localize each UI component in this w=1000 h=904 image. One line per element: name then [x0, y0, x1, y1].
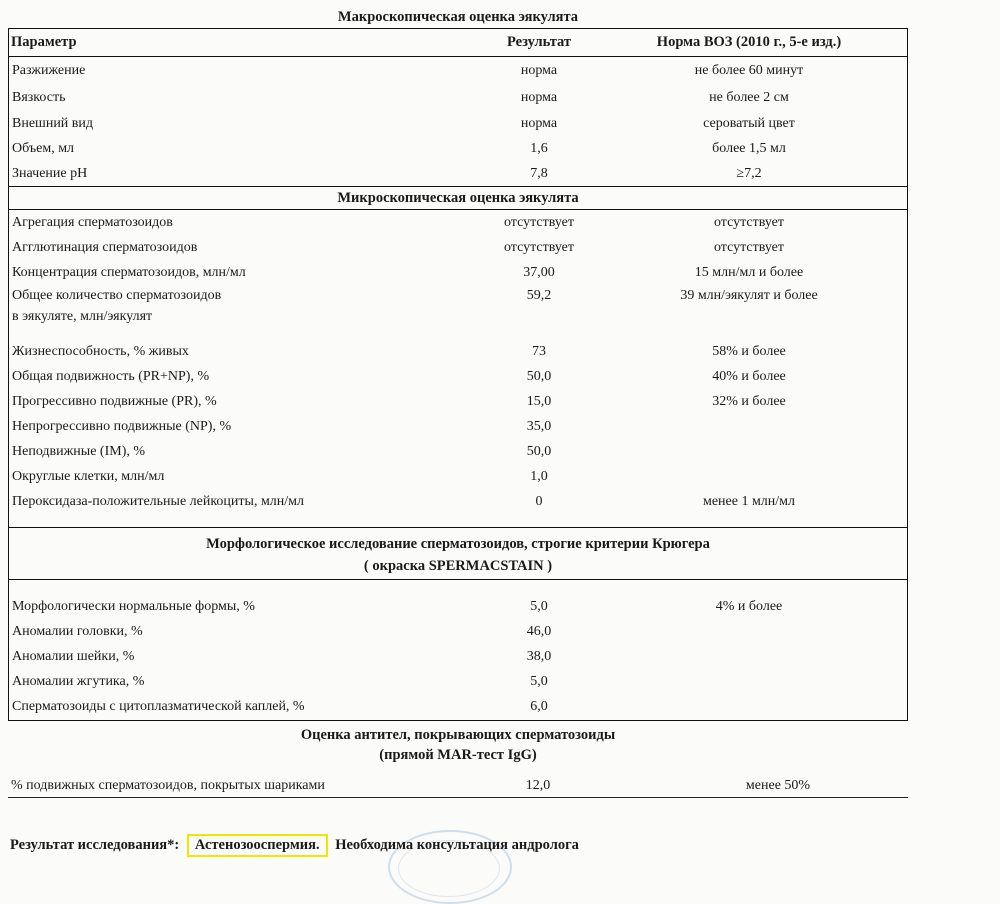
table-row: [9, 644, 907, 669]
table-header: [9, 29, 907, 57]
row-param: Жизнеспособность, % живых: [12, 344, 189, 359]
row-result: 7,8: [530, 166, 548, 181]
mar-title: Оценка антител, покрывающих сперматозоиды: [300, 727, 616, 743]
table-row: [9, 136, 907, 161]
macro-title: Макроскопическая оценка эякулята: [337, 9, 579, 25]
row-norm: 4% и более: [715, 599, 783, 614]
mar-subtitle: (прямой MAR-тест IgG): [379, 747, 537, 763]
table-row: [9, 57, 907, 84]
row-norm: 39 млн/эякулят и более: [680, 288, 818, 303]
row-param: [9, 285, 479, 327]
row-result: 15,0: [526, 394, 552, 409]
row-result: 1,0: [530, 469, 548, 484]
row-param: % подвижных сперматозоидов, покрытых шариками: [11, 778, 325, 793]
row-param: Объем, мл: [12, 141, 75, 156]
morph-title: Морфологическое исследование сперматозоидов, строгие критерии Крюгера: [206, 536, 710, 552]
row-result: 5,0: [530, 674, 548, 689]
morphology-table: [8, 528, 908, 721]
row-param: Концентрация сперматозоидов, млн/мл: [12, 265, 246, 280]
row-norm: более 1,5 мл: [712, 141, 786, 156]
row-param: Агрегация сперматозоидов: [12, 215, 173, 230]
row-result: 73: [532, 344, 546, 359]
row-result: отсутствует: [503, 215, 575, 230]
row-param-line1: Общее количество сперматозоидов: [12, 288, 222, 303]
row-result: 50,0: [526, 369, 552, 384]
row-result: 38,0: [526, 649, 552, 664]
row-result: норма: [520, 63, 558, 78]
row-result: 1,6: [530, 141, 548, 156]
conclusion: [10, 834, 579, 857]
row-norm: отсутствует: [713, 215, 785, 230]
table-row: [9, 414, 907, 439]
row-param: Морфологически нормальные формы, %: [12, 599, 255, 614]
row-param: Сперматозоиды с цитоплазматической каплей, %: [12, 699, 305, 714]
table-row: [9, 694, 907, 720]
table-row: [9, 210, 907, 235]
micro-title: Микроскопическая оценка эякулята: [9, 187, 907, 210]
row-param: Разжижение: [12, 63, 86, 78]
table-row: [9, 464, 907, 489]
table-row: [9, 339, 907, 364]
morph-subtitle: ( окраска SPERMACSTAIN ): [363, 558, 553, 574]
row-result: 5,0: [530, 599, 548, 614]
row-result: норма: [520, 116, 558, 131]
results-table: [8, 28, 908, 528]
row-result: отсутствует: [503, 240, 575, 255]
row-result: 6,0: [530, 699, 548, 714]
row-norm: не более 60 минут: [694, 63, 804, 78]
row-param: Агглютинация сперматозоидов: [12, 240, 198, 255]
row-result: норма: [520, 90, 558, 105]
row-norm: менее 1 млн/мл: [702, 494, 796, 509]
mar-title-block: [8, 721, 908, 771]
table-row: [9, 161, 907, 187]
row-norm: ≥7,2: [736, 166, 762, 181]
conclusion-advice: Необходима консультация андролога: [335, 837, 579, 853]
row-result: 35,0: [526, 419, 552, 434]
diagnosis-highlight: Астенозооспермия.: [187, 834, 328, 857]
row-norm: сероватый цвет: [703, 116, 795, 131]
row-result: 46,0: [526, 624, 552, 639]
row-param-line2: в эякуляте, млн/эякулят: [12, 309, 153, 324]
row-param: Внешний вид: [12, 116, 94, 131]
report-sheet: [8, 6, 908, 798]
row-result: 50,0: [526, 444, 552, 459]
row-param: Общая подвижность (PR+NP), %: [12, 369, 210, 384]
row-param: Значение pH: [12, 166, 88, 181]
row-param: Округлые клетки, млн/мл: [12, 469, 165, 484]
row-param: Пероксидаза-положительные лейкоциты, млн/мл: [12, 494, 305, 509]
row-norm: не более 2 см: [709, 90, 789, 105]
row-param: Непрогрессивно подвижные (NP), %: [12, 419, 232, 434]
row-param: Аномалии головки, %: [12, 624, 143, 639]
table-row: [9, 285, 907, 329]
table-row: [9, 260, 907, 285]
table-row: [9, 389, 907, 414]
header-param: Параметр: [11, 34, 77, 50]
row-norm: 40% и более: [712, 369, 786, 384]
table-row: [9, 439, 907, 464]
header-result: Результат: [506, 34, 572, 50]
header-norm: Норма ВОЗ (2010 г., 5-е изд.): [656, 34, 842, 50]
table-row: [9, 235, 907, 260]
conclusion-label: Результат исследования*:: [10, 837, 180, 853]
row-param: Неподвижные (IM), %: [12, 444, 146, 459]
mar-row: [8, 771, 908, 798]
table-row: [9, 619, 907, 644]
row-norm: 32% и более: [712, 394, 786, 409]
row-result: 12,0: [525, 778, 551, 793]
row-result: 0: [535, 494, 543, 509]
row-param: Прогрессивно подвижные (PR), %: [12, 394, 217, 409]
row-result: 59,2: [526, 288, 552, 303]
table-row: [9, 84, 907, 111]
row-norm: 58% и более: [712, 344, 786, 359]
table-row: [9, 669, 907, 694]
row-param: Аномалии шейки, %: [12, 649, 135, 664]
morph-title-block: [9, 528, 907, 580]
table-row: [9, 364, 907, 389]
row-param: Вязкость: [12, 90, 66, 105]
row-norm: 15 млн/мл и более: [694, 265, 804, 280]
row-norm: отсутствует: [713, 240, 785, 255]
table-row: [9, 111, 907, 136]
row-param: Аномалии жгутика, %: [12, 674, 145, 689]
table-row: [9, 594, 907, 619]
row-norm: менее 50%: [745, 778, 811, 793]
row-result: 37,00: [523, 265, 555, 280]
table-row: [9, 489, 907, 527]
